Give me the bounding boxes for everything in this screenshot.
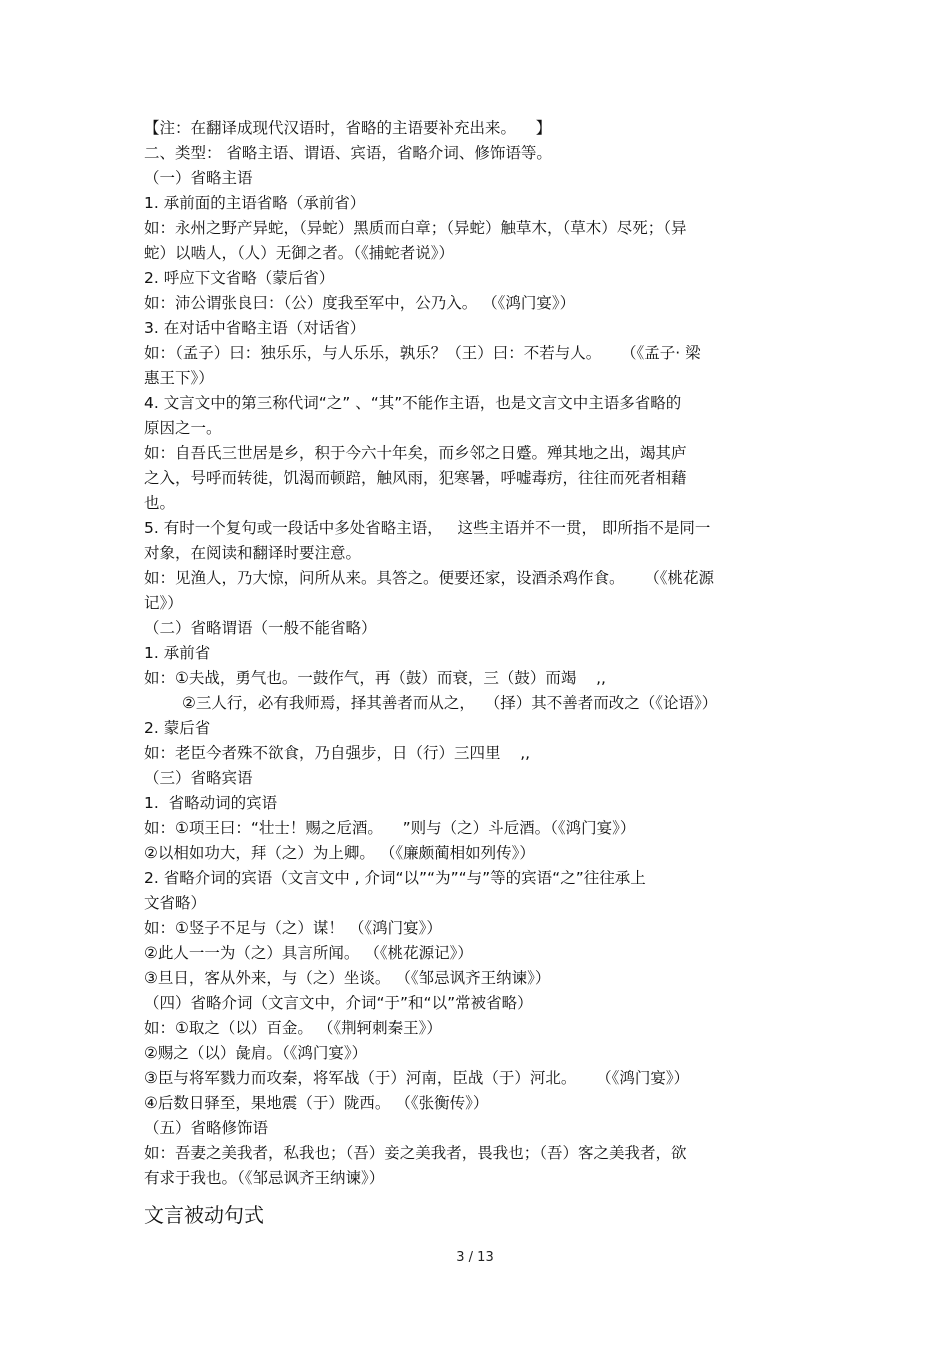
text-line: ③旦日，客从外来，与（之）坐谈。 （《邹忌讽齐王纳谏》） [144, 969, 551, 987]
text-line: 如：吾妻之美我者，私我也；（吾）妾之美我者，畏我也；（吾）客之美我者，欲 [144, 1144, 687, 1162]
text-line: 1. 承前省 [144, 644, 211, 662]
text-line: 如：①取之（以）百金。 （《荆轲刺秦王》） [144, 1019, 442, 1037]
text-line: 5. 有时一个复句或一段话中多处省略主语， 这些主语并不一贯， 即所指不是同一 [144, 519, 711, 537]
text-line: 2. 省略介词的宾语（文言文中 , 介词“以”“为”“与”等的宾语“之”往往承上 [144, 869, 646, 887]
text-line: ②三人行，必有我师焉，择其善者而从之， （择）其不善者而改之（《论语》） [182, 694, 718, 712]
text-line: 2. 呼应下文省略（蒙后省） [144, 269, 335, 287]
text-line: 如：永州之野产异蛇，（异蛇）黑质而白章；（异蛇）触草木，（草木）尽死；（异 [144, 219, 687, 237]
text-line: （三）省略宾语 [144, 769, 253, 787]
text-line: 有求于我也。（《邹忌讽齐王纳谏》） [144, 1169, 385, 1187]
text-line: ②此人一一为（之）具言所闻。 （《桃花源记》） [144, 944, 473, 962]
text-line: 如：①项王曰：“壮士！赐之卮酒。 ”则与（之）斗卮酒。（《鸿门宴》） [144, 819, 636, 837]
text-line: 也。 [144, 494, 176, 512]
text-line: 之入，号呼而转徙，饥渴而顿踣，触风雨，犯寒暑，呼嘘毒疠，往往而死者相藉 [144, 469, 687, 487]
text-line: （二）省略谓语（一般不能省略） [144, 619, 377, 637]
text-line: 对象，在阅读和翻译时要注意。 [144, 544, 362, 562]
text-line: 1. 承前面的主语省略（承前省） [144, 194, 366, 212]
text-line: （一）省略主语 [144, 169, 253, 187]
text-line: 4. 文言文中的第三称代词“之” 、“其”不能作主语，也是文言文中主语多省略的 [144, 394, 682, 412]
text-line: 【注：在翻译成现代汉语时，省略的主语要补充出来。 】 [144, 119, 552, 137]
text-line: 如：①夫战，勇气也。一鼓作气，再（鼓）而衰，三（鼓）而竭 ,, [144, 669, 606, 687]
text-line: 如：自吾氏三世居是乡，积于今六十年矣，而乡邻之日蹙。殚其地之出，竭其庐 [144, 444, 687, 462]
text-line: 如：沛公谓张良曰：（公）度我至军中，公乃入。 （《鸿门宴》） [144, 294, 576, 312]
section-heading: 文言被动句式 [144, 1203, 264, 1227]
text-line: 记》） [144, 594, 183, 612]
text-line: 惠王下》） [144, 369, 214, 387]
text-line: ④后数日驿至，果地震（于）陇西。 （《张衡传》） [144, 1094, 489, 1112]
text-line: 原因之一。 [144, 419, 222, 437]
text-line: 二、类型： 省略主语、谓语、宾语，省略介词、修饰语等。 [144, 144, 552, 162]
text-line: ②赐之（以）彘肩。（《鸿门宴》） [144, 1044, 368, 1062]
text-line: 1. 省略动词的宾语 [144, 794, 278, 812]
text-line: 如：①竖子不足与（之）谋！ （《鸿门宴》） [144, 919, 442, 937]
text-line: 3. 在对话中省略主语（对话省） [144, 319, 366, 337]
document-body [144, 116, 810, 1191]
text-line: ③臣与将军戮力而攻秦，将军战（于）河南，臣战（于）河北。 （《鸿门宴》） [144, 1069, 690, 1087]
text-line: 蛇）以啮人，（人）无御之者。（《捕蛇者说》） [144, 244, 455, 262]
page-number: 3 / 13 [456, 1250, 494, 1265]
text-line: 如：见渔人，乃大惊，问所从来。具答之。便要还家，设酒杀鸡作食。 （《桃花源 [144, 569, 714, 587]
text-line: （五）省略修饰语 [144, 1119, 269, 1137]
text-line: （四）省略介词（文言文中，介词“于”和“以”常被省略） [144, 994, 533, 1012]
text-line: ②以相如功大，拜（之）为上卿。 （《廉颇蔺相如列传》） [144, 844, 535, 862]
text-line: 如：老臣今者殊不欲食，乃自强步，日（行）三四里 ,, [144, 744, 531, 762]
text-line: 2. 蒙后省 [144, 719, 211, 737]
text-line: 文省略） [144, 894, 207, 912]
text-line: 如：（孟子）曰：独乐乐，与人乐乐，孰乐？（王）曰：不若与人。 （《孟子· 梁 [144, 344, 701, 362]
